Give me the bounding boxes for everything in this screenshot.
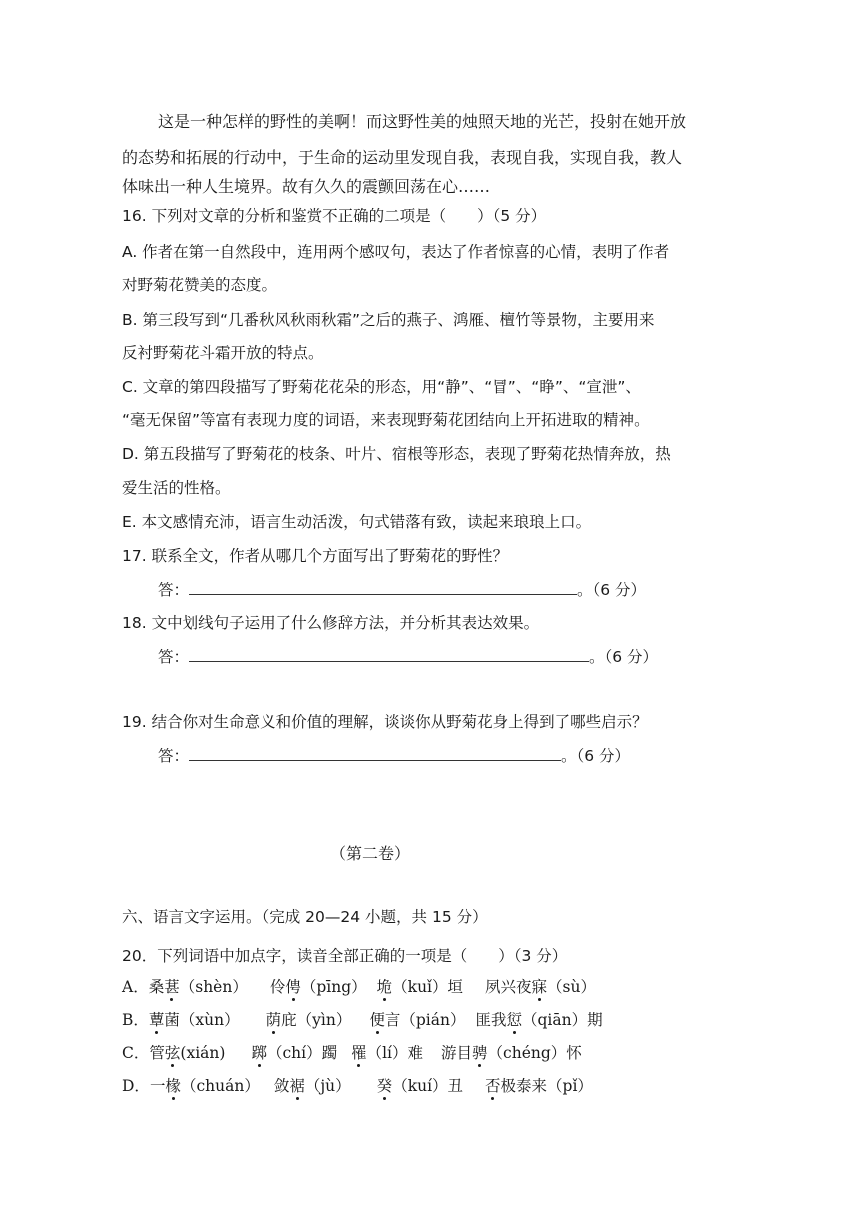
q20-a-item-3: 垝（kuǐ）垣	[376, 978, 464, 996]
q17-answer-blank[interactable]	[189, 578, 577, 595]
q20-d-item-2: 敛裾（jù）	[273, 1077, 351, 1095]
q17-score: 。（6 分）	[577, 581, 647, 599]
q20-a-item-1: 桑葚（shèn）	[148, 978, 248, 996]
q20-b-item-4: 匪我愆（qiān）期	[475, 1011, 603, 1029]
q16-option-a-line-1: A. 作者在第一自然段中，连用两个感叹句，表达了作者惊喜的心情，表明了作者	[122, 243, 670, 261]
q19-score: 。（6 分）	[561, 747, 631, 765]
q16-option-c-line-1: C. 文章的第四段描写了野菊花花朵的形态，用“静”、“冒”、“睁”、“宣泄”、	[122, 378, 641, 396]
passage-line-3: 体味出一种人生境界。故有久久的震颤回荡在心……	[122, 177, 491, 196]
q20-b-item-1: 蕈菌（xùn）	[148, 1011, 240, 1029]
q16-option-d-line-1: D. 第五段描写了野菊花的枝条、叶片、宿根等形态，表现了野菊花热情奔放，热	[122, 445, 671, 463]
q20-a-item-2: 伶俜（pīng）	[269, 978, 367, 996]
q20-a-item-4: 夙兴夜寐（sù）	[485, 978, 596, 996]
q19-stem: 19. 结合你对生命意义和价值的理解，谈谈你从野菊花身上得到了哪些启示？	[122, 713, 648, 731]
q17-stem: 17. 联系全文，作者从哪几个方面写出了野菊花的野性？	[122, 547, 509, 565]
q20-d-item-4: 否极泰来（pǐ）	[485, 1077, 593, 1095]
q20-c-item-2: 踯（chí）躅	[251, 1044, 338, 1062]
q19-answer-row	[158, 744, 630, 767]
q20-option-b	[122, 1009, 603, 1031]
q20-stem: 20．下列词语中加点字，读音全部正确的一项是（ ）（3 分）	[122, 947, 568, 965]
q20-c-item-1: 管弦(xián)	[149, 1044, 226, 1062]
passage-line-2: 的态势和拓展的行动中，于生命的运动里发现自我，表现自我，实现自我，教人	[122, 148, 683, 167]
q18-stem: 18. 文中划线句子运用了什么修辞方法，并分析其表达效果。	[122, 614, 540, 632]
q20-option-a-letter: A．	[122, 978, 149, 996]
q20-d-item-3: 癸（kuí）丑	[376, 1077, 464, 1095]
q16-stem: 16. 下列对文章的分析和鉴赏不正确的二项是（ ）（5 分）	[122, 207, 547, 225]
q16-option-d-line-2: 爱生活的性格。	[122, 479, 231, 497]
passage-line-1: 这是一种怎样的野性的美啊！而这野性美的烛照天地的光芒，投射在她开放	[158, 112, 687, 131]
q18-answer-row	[158, 645, 658, 668]
q17-answer-label: 答：	[158, 581, 190, 599]
q16-option-a-line-2: 对野菊花赞美的态度。	[122, 276, 278, 294]
q20-option-c-letter: C．	[122, 1044, 150, 1062]
q20-b-item-2: 荫庇（yìn）	[265, 1011, 352, 1029]
q20-option-c	[122, 1042, 582, 1064]
q19-answer-label: 答：	[158, 747, 190, 765]
q20-d-item-1: 一椽（chuán）	[149, 1077, 260, 1095]
q20-option-d-letter: D．	[122, 1077, 150, 1095]
q20-c-item-3: 罹（lí）难	[351, 1044, 424, 1062]
section6-heading: 六、语言文字运用。（完成 20—24 小题，共 15 分）	[122, 908, 488, 926]
q20-option-b-letter: B．	[122, 1011, 149, 1029]
q16-option-c-line-2: “毫无保留”等富有表现力度的词语，来表现野菊花团结向上开拓进取的精神。	[122, 411, 650, 429]
q16-option-e: E. 本文感情充沛，语言生动活泼，句式错落有致，读起来琅琅上口。	[122, 513, 592, 531]
q18-score: 。（6 分）	[589, 648, 659, 666]
q18-answer-label: 答：	[158, 648, 190, 666]
q19-answer-blank[interactable]	[189, 744, 561, 761]
q20-option-d	[122, 1075, 593, 1097]
q20-option-a	[122, 976, 596, 998]
q18-answer-blank[interactable]	[189, 645, 589, 662]
q16-option-b-line-2: 反衬野菊花斗霜开放的特点。	[122, 344, 324, 362]
q16-option-b-line-1: B. 第三段写到“几番秋风秋雨秋霜”之后的燕子、鸿雁、檀竹等景物，主要用来	[122, 311, 655, 329]
q17-answer-row	[158, 578, 646, 601]
volume-title: （第二卷）	[330, 844, 411, 863]
q20-c-item-4: 游目骋（chéng）怀	[441, 1044, 582, 1062]
q20-b-item-3: 便言（pián）	[369, 1011, 466, 1029]
